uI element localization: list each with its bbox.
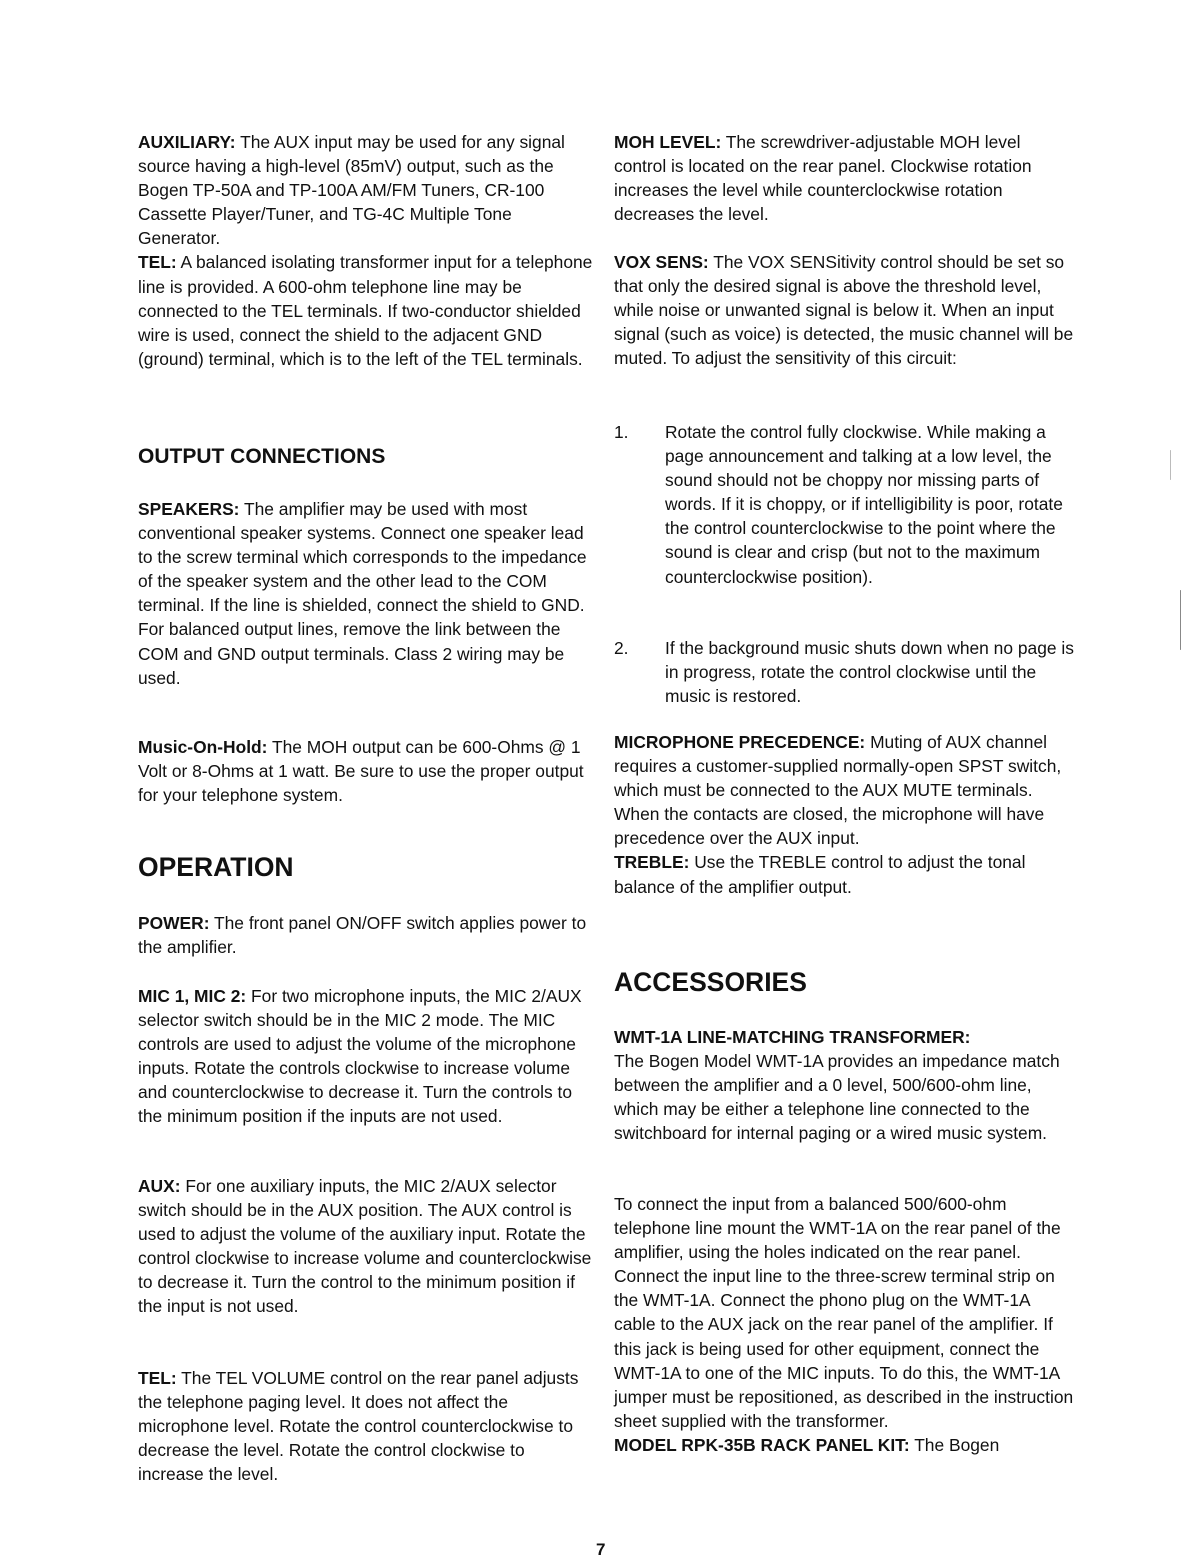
list-item-number: 1. (614, 422, 629, 442)
vox-sens-label: VOX SENS: (614, 252, 709, 272)
mic-precedence-label: MICROPHONE PRECEDENCE: (614, 732, 866, 752)
mic-paragraph (138, 984, 593, 1129)
treble-label: TREBLE: (614, 852, 690, 873)
rpk-text: The Bogen (909, 1434, 1000, 1455)
power-paragraph (138, 911, 593, 959)
music-on-hold-label: Music-On-Hold: (138, 737, 268, 757)
speakers-text: The amplifier may be used with most conventional speaker systems. Connect one speaker lead to the screw terminal which corresponds to the impedance of the speaker system and the other lead to the COM terminal. If the line is shielded, connect the shield to GND. For balanced output lines, remove the link between the COM and GND output terminals. Class 2 wiring may be used. (138, 499, 587, 688)
list-item-text: Rotate the control fully clockwise. While making a page announcement and talking at a low level, the sound should not be choppy nor missing parts of words. If it is choppy, or if intelligibility is poor, rotate the control counterclockwise to the point where the sound is clear and crisp (but not to the maximum counterclockwise position). (665, 422, 1063, 587)
wmt-paragraph (614, 1025, 1074, 1145)
wmt-label: WMT-1A LINE-MATCHING TRANSFORMER: (614, 1027, 971, 1047)
connect-paragraph (614, 1192, 1074, 1457)
aux-paragraph (138, 1174, 593, 1319)
tel-input-text: A balanced isolating transformer input for a telephone line is provided. A 600-ohm telephone line may be connected to the TEL terminals. If two-conductor shielded wire is used, connect the shield to the adjacent GND (ground) terminal, which is to the left of the TEL terminals. (138, 252, 593, 369)
vox-sens-text: The VOX SENSitivity control should be set so that only the desired signal is above the threshold level, while noise or unwanted signal is below it. When an input signal (such as voice) is detected, the music channel will be muted. To adjust the sensitivity of this circuit: (614, 252, 1074, 369)
list-item (614, 420, 1074, 589)
mic-precedence-paragraph (614, 730, 1074, 899)
tel-input-label: TEL: (138, 252, 177, 273)
moh-level-text: The screwdriver-adjustable MOH level control is located on the rear panel. Clockwise rotation increases the level while counterclockwise rotation decreases the level. (614, 132, 1032, 225)
aux-text: For one auxiliary inputs, the MIC 2/AUX selector switch should be in the AUX position. The AUX control is used to adjust the volume of the auxiliary input. Rotate the control clockwise to increase volume and counterclockwise to decrease it. Turn the control to the minimum position if the input is not used. (138, 1176, 592, 1317)
power-label: POWER: (138, 913, 210, 933)
list-item (614, 636, 1074, 708)
scan-artifact (1170, 450, 1171, 480)
speakers-paragraph (138, 497, 593, 690)
output-connections-heading: OUTPUT CONNECTIONS (138, 445, 386, 468)
operation-heading: OPERATION (138, 852, 294, 882)
aux-label: AUX: (138, 1176, 181, 1196)
auxiliary-label: AUXILIARY: (138, 132, 236, 152)
music-on-hold-paragraph (138, 735, 593, 807)
wmt-text: The Bogen Model WMT-1A provides an impedance match between the amplifier and a 0 level, 500/600-ohm line, which may be either a telephone line connected to the switchboard for internal paging or a wired music system. (614, 1051, 1060, 1144)
auxiliary-text: The AUX input may be used for any signal source having a high-level (85mV) output, such as the Bogen TP-50A and TP-100A AM/FM Tuners, CR-100 Cassette Player/Tuner, and TG-4C Multiple Tone Generator. (138, 132, 565, 249)
tel-paragraph (138, 1366, 593, 1486)
mic-text: For two microphone inputs, the MIC 2/AUX selector switch should be in the MIC 2 mode. The MIC controls are used to adjust the volume of the microphone inputs. Rotate the controls clockwise to increase volume and counterclockwise to decrease it. Turn the controls to the minimum position if the inputs are not used. (138, 986, 582, 1127)
moh-level-paragraph (614, 130, 1074, 226)
speakers-label: SPEAKERS: (138, 499, 240, 519)
mic-precedence-text: Muting of AUX channel requires a customer-supplied normally-open SPST switch, which must be connected to the AUX MUTE terminals. When the contacts are closed, the microphone will have precedence over the AUX input. (614, 732, 1062, 849)
moh-level-label: MOH LEVEL: (614, 132, 722, 152)
power-text: The front panel ON/OFF switch applies power to the amplifier. (138, 913, 587, 958)
mic-label: MIC 1, MIC 2: (138, 986, 247, 1006)
tel-text: The TEL VOLUME control on the rear panel adjusts the telephone paging level. It does not affect the microphone level. Rotate the control counterclockwise to decrease the level. Rotate the control clockwise to increase the level. (138, 1368, 579, 1485)
list-item-text: If the background music shuts down when no page is in progress, rotate the control clockwise until the music is restored. (665, 638, 1074, 707)
rpk-label: MODEL RPK-35B RACK PANEL KIT: (614, 1434, 910, 1455)
tel-label: TEL: (138, 1368, 177, 1388)
connect-text: To connect the input from a balanced 500/600-ohm telephone line mount the WMT-1A on the rear panel of the amplifier, using the holes indicated on the rear panel. Connect the input line to the three-screw terminal strip on the WMT-1A. Connect the phono plug on the WMT-1A cable to the AUX jack on the rear panel of the amplifier. If this jack is being used for other equipment, connect the WMT-1A to one of the MIC inputs. To do this, the WMT-1A jumper must be repositioned, as described in the instruction sheet supplied with the transformer. (614, 1194, 1074, 1431)
scan-artifact (1180, 590, 1181, 650)
page-number: 7 (596, 1540, 606, 1559)
auxiliary-paragraph (138, 130, 593, 371)
accessories-heading: ACCESSORIES (614, 967, 807, 997)
music-on-hold-text: The MOH output can be 600-Ohms @ 1 Volt or 8-Ohms at 1 watt. Be sure to use the proper output for your telephone system. (138, 737, 584, 806)
vox-sens-paragraph (614, 250, 1074, 370)
list-item-number: 2. (614, 638, 629, 658)
treble-text: Use the TREBLE control to adjust the tonal balance of the amplifier output. (614, 852, 1026, 897)
